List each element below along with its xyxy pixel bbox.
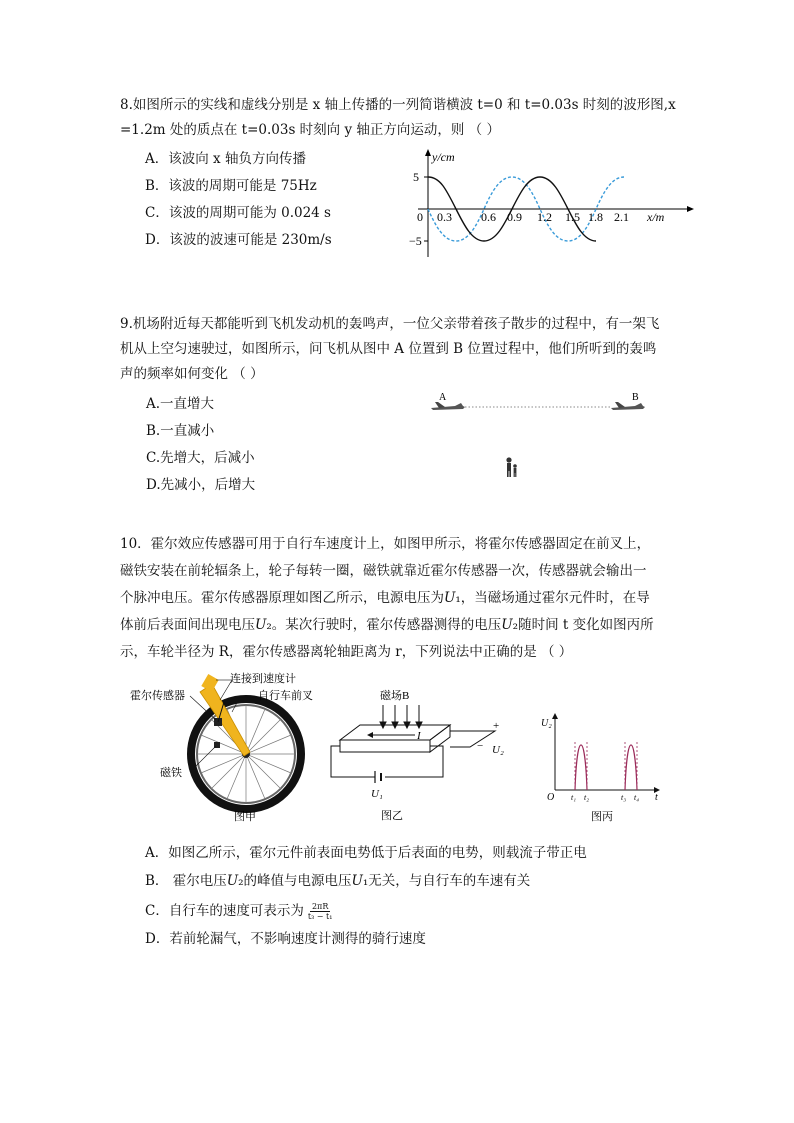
q10-fig-bing bbox=[535, 710, 670, 827]
q8-x-label: x/m bbox=[647, 210, 665, 224]
q8-tick-0: 0.3 bbox=[437, 210, 452, 224]
pulse-2 bbox=[625, 745, 637, 790]
q8-option-c[interactable]: C．该波的周期可能为 0.024 s bbox=[145, 205, 331, 221]
label-magnet: 磁铁 bbox=[160, 767, 182, 779]
q8-tick-1: 0.6 bbox=[481, 210, 496, 224]
fraction-denominator: t₃ − t₁ bbox=[307, 911, 333, 921]
pulse-1 bbox=[575, 745, 587, 790]
q8-origin: 0 bbox=[417, 210, 423, 224]
q9-stem-line2: 机从上空匀速驶过，如图所示，问飞机从图中 A 位置到 B 位置过程中，他们所听到的轰鸣 bbox=[120, 341, 657, 357]
q9-label-a: A bbox=[439, 392, 447, 403]
q8-stem bbox=[120, 93, 700, 143]
q8-wave-graph bbox=[400, 145, 700, 265]
label-current: I bbox=[417, 730, 421, 742]
q10-options bbox=[145, 840, 587, 954]
airplane-b-icon bbox=[611, 402, 645, 410]
bing-x-label: t bbox=[655, 792, 658, 803]
q9-option-a[interactable]: A.一直增大 bbox=[146, 396, 215, 412]
q10-option-b[interactable]: B． 霍尔电压𝑈₂的峰值与电源电压𝑈₁无关，与自行车的车速有关 bbox=[145, 873, 531, 889]
q8-tick-2: 0.9 bbox=[507, 210, 522, 224]
q10-option-c[interactable] bbox=[145, 896, 587, 926]
label-field-b: 磁场B bbox=[380, 690, 410, 702]
bing-t4: t₄ bbox=[634, 793, 640, 802]
father-child-icon bbox=[506, 457, 516, 477]
q8-tick-4: 1.5 bbox=[565, 210, 580, 224]
q8-y-max: 5 bbox=[413, 170, 419, 184]
bing-t1: t₁ bbox=[571, 793, 577, 802]
q10-stem bbox=[120, 531, 700, 666]
q8-options bbox=[145, 146, 332, 254]
label-plus: + bbox=[493, 720, 500, 732]
label-speedometer: 连接到速度计 bbox=[230, 673, 296, 685]
bing-y-label: U₂ bbox=[541, 718, 552, 729]
q9-option-c[interactable]: C.先增大，后减小 bbox=[146, 450, 255, 466]
q9-label-b: B bbox=[632, 392, 639, 403]
q9-option-b[interactable]: B.一直减小 bbox=[146, 423, 215, 439]
caption-jia: 图甲 bbox=[234, 811, 256, 823]
q8-tick-3: 1.2 bbox=[537, 210, 552, 224]
q9-airplane-figure bbox=[425, 388, 655, 488]
q9-stem bbox=[120, 312, 700, 387]
q8-tick-5: 1.8 bbox=[588, 210, 603, 224]
q9-options bbox=[146, 391, 255, 499]
label-u1: U₁ bbox=[371, 788, 383, 800]
q10-option-c-fraction bbox=[306, 902, 335, 921]
bing-origin: O bbox=[547, 792, 555, 803]
q8-y-label: y/cm bbox=[432, 150, 455, 164]
bing-t2: t₂ bbox=[584, 793, 590, 802]
label-u2: U₂ bbox=[492, 744, 504, 756]
label-minus: − bbox=[477, 740, 484, 752]
q10-stem-line2: 磁铁安装在前轮辐条上，轮子每转一圈，磁铁就靠近霍尔传感器一次，传感器就会输出一 bbox=[120, 563, 647, 579]
q8-stem-line2: =1.2m 处的质点在 t=0.03s 时刻向 y 轴正方向运动，则 （ ） bbox=[120, 122, 500, 138]
q8-y-min: −5 bbox=[409, 234, 422, 248]
fraction-numerator: 2πR bbox=[311, 901, 329, 911]
label-fork: 自行车前叉 bbox=[258, 690, 313, 702]
q10-stem-line5: 示，车轮半径为 R，霍尔传感器离轮轴距离为 r，下列说法中正确的是 （ ） bbox=[120, 644, 573, 660]
q8-option-d[interactable]: D．该波的波速可能是 230m/s bbox=[145, 232, 332, 248]
q9-option-d[interactable]: D.先减小，后增大 bbox=[146, 477, 256, 493]
caption-yi: 图乙 bbox=[381, 810, 403, 822]
q8-option-a[interactable]: A．该波向 x 轴负方向传播 bbox=[145, 151, 306, 167]
caption-bing: 图丙 bbox=[591, 811, 613, 823]
q10-stem-line1: 10．霍尔效应传感器可用于自行车速度计上，如图甲所示，将霍尔传感器固定在前叉上， bbox=[120, 536, 651, 552]
airplane-a-icon bbox=[431, 402, 465, 410]
q10-fig-jia bbox=[120, 672, 330, 827]
q8-stem-line1: 8.如图所示的实线和虚线分别是 x 轴上传播的一列简谐横波 t=0 和 t=0.03s 时刻的波形图,x bbox=[120, 97, 676, 113]
q10-stem-line4: 体前后表面间出现电压𝑈₂。某次行驶时，霍尔传感器测得的电压𝑈₂随时间 t 变化如图丙所 bbox=[120, 617, 654, 633]
q10-option-d[interactable]: D．若前轮漏气，不影响速度计测得的骑行速度 bbox=[145, 931, 426, 947]
q10-stem-line3: 个脉冲电压。霍尔传感器原理如图乙所示，电源电压为𝑈₁，当磁场通过霍尔元件时，在导 bbox=[120, 590, 650, 606]
q8-tick-6: 2.1 bbox=[614, 210, 629, 224]
q8-y-arrow bbox=[425, 149, 431, 156]
label-hall-sensor: 霍尔传感器 bbox=[130, 690, 185, 702]
q10-fig-yi bbox=[325, 685, 525, 827]
q9-stem-line1: 9.机场附近每天都能听到飞机发动机的轰鸣声，一位父亲带着孩子散步的过程中，有一架飞 bbox=[120, 316, 660, 332]
q9-stem-line3: 声的频率如何变化 （ ） bbox=[120, 366, 264, 382]
q10-option-c-prefix: C．自行车的速度可表示为 bbox=[145, 903, 304, 919]
q10-option-a[interactable]: A．如图乙所示，霍尔元件前表面电势低于后表面的电势，则载流子带正电 bbox=[145, 845, 587, 861]
q8-option-b[interactable]: B．该波的周期可能是 75Hz bbox=[145, 178, 317, 194]
bing-t3: t₃ bbox=[621, 793, 627, 802]
q8-x-arrow bbox=[687, 206, 694, 212]
